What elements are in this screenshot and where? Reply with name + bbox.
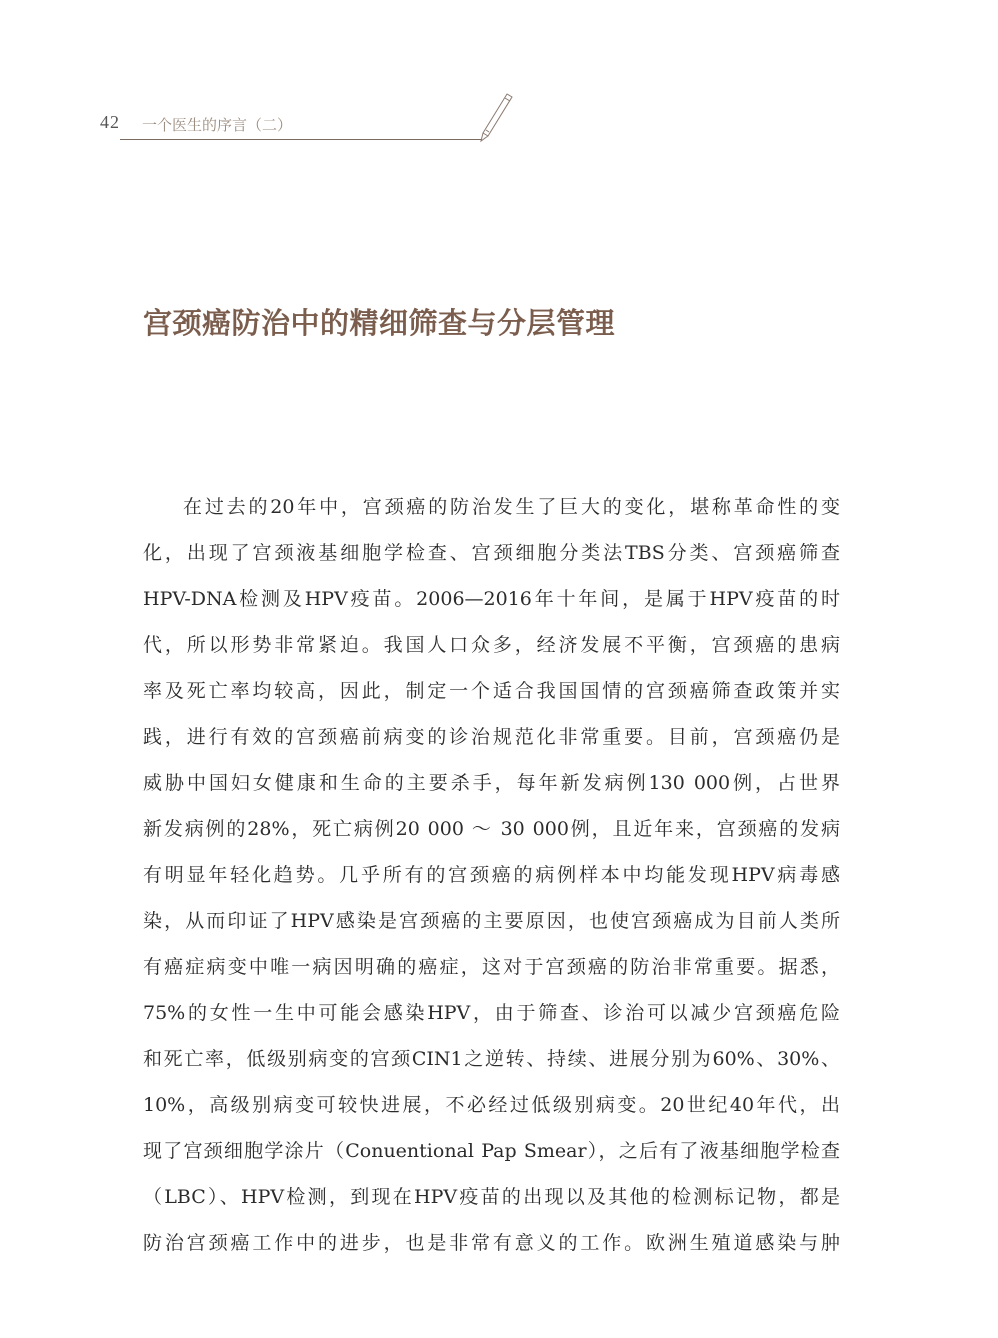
running-header	[100, 112, 520, 140]
text-line: 75%的女性一生中可能会感染HPV，由于筛查、诊治可以减少宫颈癌危险	[143, 1002, 840, 1024]
text-line: 威胁中国妇女健康和生命的主要杀手，每年新发病例130 000例，占世界	[143, 772, 840, 794]
text-line: 率及死亡率均较高，因此，制定一个适合我国国情的宫颈癌筛查政策并实	[143, 680, 840, 702]
page-number: 42	[100, 112, 120, 132]
text-line: 10%，高级别病变可较快进展，不必经过低级别病变。20世纪40年代，出	[143, 1094, 840, 1116]
text-line: 践，进行有效的宫颈癌前病变的诊治规范化非常重要。目前，宫颈癌仍是	[143, 726, 840, 748]
text-line: 在过去的20年中，宫颈癌的防治发生了巨大的变化，堪称革命性的变	[183, 496, 840, 518]
text-line: （LBC）、HPV检测，到现在HPV疫苗的出现以及其他的检测标记物，都是	[143, 1186, 840, 1208]
text-line: 有癌症病变中唯一病因明确的癌症，这对于宫颈癌的防治非常重要。据悉，	[143, 956, 840, 978]
text-line: 化，出现了宫颈液基细胞学检查、宫颈细胞分类法TBS分类、宫颈癌筛查	[143, 542, 840, 564]
chapter-title: 宫颈癌防治中的精细筛查与分层管理	[143, 306, 616, 340]
text-line: 和死亡率，低级别病变的宫颈CIN1之逆转、持续、进展分别为60%、30%、	[143, 1048, 840, 1070]
text-line: 防治宫颈癌工作中的进步，也是非常有意义的工作。欧洲生殖道感染与肿	[143, 1232, 840, 1254]
text-line: 代，所以形势非常紧迫。我国人口众多，经济发展不平衡，宫颈癌的患病	[143, 634, 840, 656]
text-line: 新发病例的28%，死亡病例20 000 ～ 30 000例，且近年来，宫颈癌的发病	[143, 818, 840, 840]
text-line: 现了宫颈细胞学涂片（Conuentional Pap Smear），之后有了液基细胞学检查	[143, 1140, 840, 1162]
text-line: HPV-DNA检测及HPV疫苗。2006—2016年十年间，是属于HPV疫苗的时	[143, 588, 840, 610]
text-line: 有明显年轻化趋势。几乎所有的宫颈癌的病例样本中均能发现HPV病毒感	[143, 864, 840, 886]
body-paragraph	[143, 484, 840, 1266]
header-divider	[120, 139, 482, 140]
running-title: 一个医生的序言（二）	[142, 116, 293, 134]
pen-icon	[472, 92, 516, 144]
text-line: 染，从而印证了HPV感染是宫颈癌的主要原因，也使宫颈癌成为目前人类所	[143, 910, 840, 932]
